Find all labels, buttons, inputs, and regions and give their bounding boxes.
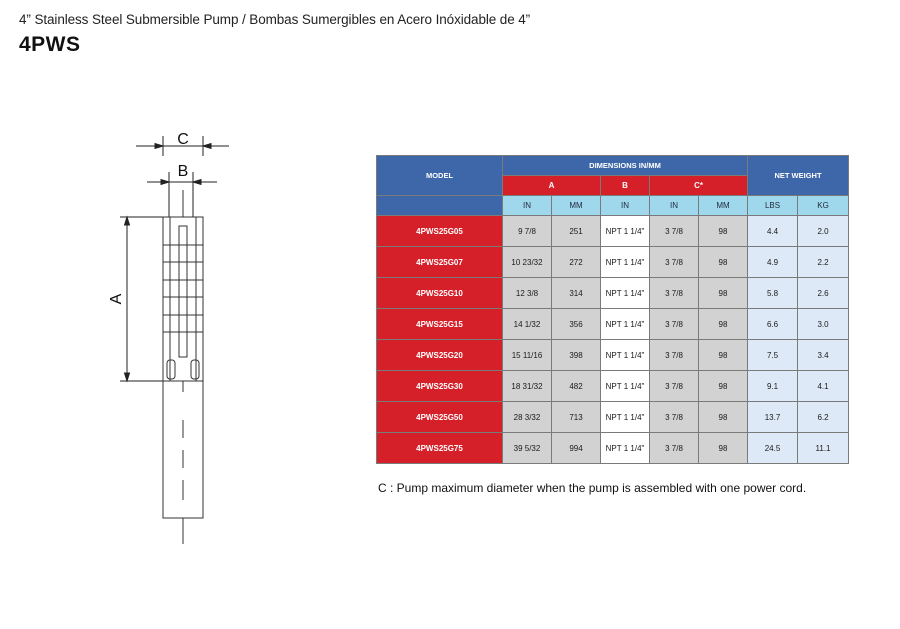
model-cell: 4PWS25G15 bbox=[377, 309, 503, 340]
footnote: C : Pump maximum diameter when the pump is assembled with one power cord. bbox=[378, 481, 807, 495]
c-in-cell: 3 7/8 bbox=[650, 340, 699, 371]
weight-kg-cell: 4.1 bbox=[798, 371, 849, 402]
a-in-cell: 9 7/8 bbox=[503, 216, 552, 247]
unit-header: MM bbox=[699, 196, 748, 216]
c-mm-cell: 98 bbox=[699, 433, 748, 464]
a-in-cell: 18 31/32 bbox=[503, 371, 552, 402]
model-cell: 4PWS25G20 bbox=[377, 340, 503, 371]
c-in-cell: 3 7/8 bbox=[650, 371, 699, 402]
a-in-cell: 15 11/16 bbox=[503, 340, 552, 371]
table-row bbox=[377, 278, 849, 309]
c-mm-cell: 98 bbox=[699, 247, 748, 278]
c-mm-cell: 98 bbox=[699, 371, 748, 402]
column-c-header: C* bbox=[650, 176, 748, 196]
dimension-a bbox=[120, 217, 163, 381]
b-in-cell: NPT 1 1/4" bbox=[601, 309, 650, 340]
weight-lbs-cell: 7.5 bbox=[748, 340, 798, 371]
column-a-header: A bbox=[503, 176, 601, 196]
c-in-cell: 3 7/8 bbox=[650, 402, 699, 433]
table-row bbox=[377, 216, 849, 247]
unit-header: KG bbox=[798, 196, 849, 216]
unit-header: IN bbox=[601, 196, 650, 216]
c-mm-cell: 98 bbox=[699, 309, 748, 340]
a-in-cell: 14 1/32 bbox=[503, 309, 552, 340]
weight-kg-cell: 2.2 bbox=[798, 247, 849, 278]
a-mm-cell: 713 bbox=[552, 402, 601, 433]
b-in-cell: NPT 1 1/4" bbox=[601, 278, 650, 309]
table-row bbox=[377, 402, 849, 433]
weight-lbs-cell: 4.4 bbox=[748, 216, 798, 247]
weight-lbs-cell: 5.8 bbox=[748, 278, 798, 309]
weight-lbs-cell: 6.6 bbox=[748, 309, 798, 340]
net-weight-header: NET WEIGHT bbox=[748, 156, 849, 196]
model-cell: 4PWS25G50 bbox=[377, 402, 503, 433]
b-in-cell: NPT 1 1/4" bbox=[601, 402, 650, 433]
b-in-cell: NPT 1 1/4" bbox=[601, 340, 650, 371]
dimension-a-label: A bbox=[108, 293, 125, 305]
a-mm-cell: 994 bbox=[552, 433, 601, 464]
a-mm-cell: 482 bbox=[552, 371, 601, 402]
c-mm-cell: 98 bbox=[699, 216, 748, 247]
c-in-cell: 3 7/8 bbox=[650, 247, 699, 278]
a-in-cell: 39 5/32 bbox=[503, 433, 552, 464]
weight-kg-cell: 3.0 bbox=[798, 309, 849, 340]
a-mm-cell: 314 bbox=[552, 278, 601, 309]
weight-lbs-cell: 4.9 bbox=[748, 247, 798, 278]
model-family-title: 4PWS bbox=[19, 33, 81, 56]
unit-header: IN bbox=[650, 196, 699, 216]
c-in-cell: 3 7/8 bbox=[650, 433, 699, 464]
model-header: MODEL bbox=[377, 156, 503, 196]
table-row bbox=[377, 371, 849, 402]
c-in-cell: 3 7/8 bbox=[650, 278, 699, 309]
b-in-cell: NPT 1 1/4" bbox=[601, 371, 650, 402]
dimensions-header: DIMENSIONS IN/MM bbox=[503, 156, 748, 176]
table-row bbox=[377, 433, 849, 464]
pump-dimension-drawing bbox=[0, 0, 330, 560]
weight-kg-cell: 2.0 bbox=[798, 216, 849, 247]
weight-lbs-cell: 24.5 bbox=[748, 433, 798, 464]
model-cell: 4PWS25G30 bbox=[377, 371, 503, 402]
c-in-cell: 3 7/8 bbox=[650, 309, 699, 340]
model-header-spacer bbox=[377, 196, 503, 216]
weight-kg-cell: 6.2 bbox=[798, 402, 849, 433]
b-in-cell: NPT 1 1/4" bbox=[601, 247, 650, 278]
a-in-cell: 28 3/32 bbox=[503, 402, 552, 433]
weight-kg-cell: 11.1 bbox=[798, 433, 849, 464]
c-mm-cell: 98 bbox=[699, 278, 748, 309]
a-in-cell: 12 3/8 bbox=[503, 278, 552, 309]
model-cell: 4PWS25G10 bbox=[377, 278, 503, 309]
weight-kg-cell: 2.6 bbox=[798, 278, 849, 309]
table-row bbox=[377, 340, 849, 371]
unit-header: IN bbox=[503, 196, 552, 216]
pump-body bbox=[163, 190, 203, 544]
weight-kg-cell: 3.4 bbox=[798, 340, 849, 371]
unit-header: MM bbox=[552, 196, 601, 216]
a-in-cell: 10 23/32 bbox=[503, 247, 552, 278]
table-row bbox=[377, 247, 849, 278]
c-mm-cell: 98 bbox=[699, 402, 748, 433]
dimension-b-label: B bbox=[177, 163, 189, 180]
weight-lbs-cell: 9.1 bbox=[748, 371, 798, 402]
unit-header: LBS bbox=[748, 196, 798, 216]
model-cell: 4PWS25G75 bbox=[377, 433, 503, 464]
c-in-cell: 3 7/8 bbox=[650, 216, 699, 247]
dimension-c-label: C bbox=[177, 131, 189, 148]
model-cell: 4PWS25G07 bbox=[377, 247, 503, 278]
b-in-cell: NPT 1 1/4" bbox=[601, 216, 650, 247]
a-mm-cell: 398 bbox=[552, 340, 601, 371]
model-cell: 4PWS25G05 bbox=[377, 216, 503, 247]
column-b-header: B bbox=[601, 176, 650, 196]
weight-lbs-cell: 13.7 bbox=[748, 402, 798, 433]
b-in-cell: NPT 1 1/4" bbox=[601, 433, 650, 464]
a-mm-cell: 356 bbox=[552, 309, 601, 340]
table-row bbox=[377, 309, 849, 340]
page-subtitle: 4” Stainless Steel Submersible Pump / Bombas Sumergibles en Acero Inóxidable de 4” bbox=[19, 12, 531, 27]
c-mm-cell: 98 bbox=[699, 340, 748, 371]
specification-table bbox=[376, 155, 849, 464]
a-mm-cell: 251 bbox=[552, 216, 601, 247]
a-mm-cell: 272 bbox=[552, 247, 601, 278]
